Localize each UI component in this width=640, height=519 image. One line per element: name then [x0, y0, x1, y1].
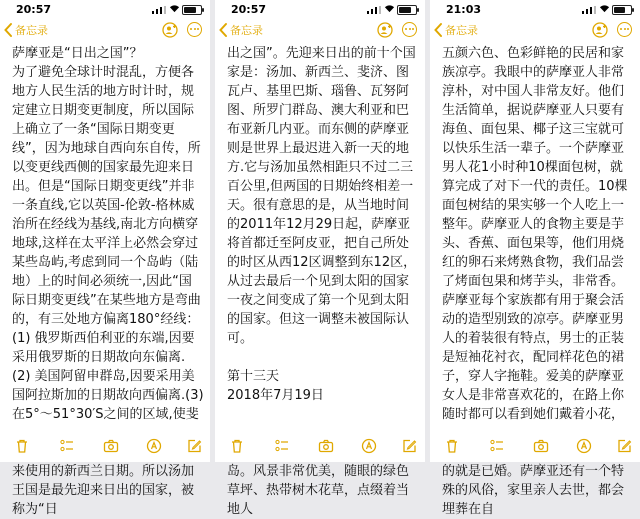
- status-time: 20:57: [16, 3, 52, 16]
- compose-icon[interactable]: [401, 438, 417, 454]
- notes-screen-1: [0, 0, 210, 517]
- wifi-icon: [384, 4, 395, 13]
- back-label: 备忘录: [230, 24, 263, 37]
- trash-icon[interactable]: [229, 438, 245, 454]
- more-icon[interactable]: [402, 22, 417, 37]
- add-person-icon[interactable]: [162, 22, 178, 38]
- wifi-icon: [169, 4, 180, 13]
- signal-icon: [367, 6, 381, 14]
- note-body[interactable]: 五颜六色、色彩鲜艳的民居和家族凉亭。我眼中的萨摩亚人非常淳朴，对中国人非常友好。他们生活简单，据说萨摩亚人只要有海鱼、面包果、椰子这三宝就可以快乐生活一辈子。一个萨摩亚男人花1小时种10棵面包树，就算完成了对下一代的责任。10棵面包树结的果实够一个人吃上一整年。萨摩亚人的食物主要是芋头、香蕉、面包果等，他们用烧红的卵石来烤熟食物，我们品尝了烤面包果和烤芋头，非常香。萨摩亚每个家族都有用于聚会活动的造型别致的凉亭。萨摩亚男人的着装很有特点，男士的正装是短袖花衬衣，配同样花色的裙子，穿人字拖鞋。爱美的萨摩亚女人是非常喜欢花的，在路上你随时都可以看到她们戴着小花， 的就是已婚。萨摩亚还有一个特殊的风俗，家里亲人去世，都会埋葬在自: [442, 46, 628, 517]
- back-button[interactable]: [219, 21, 263, 39]
- camera-icon[interactable]: [103, 438, 119, 454]
- status-bar: [0, 0, 210, 18]
- trash-icon[interactable]: [14, 438, 30, 454]
- more-icon[interactable]: [617, 22, 632, 37]
- chevron-left-icon: [434, 23, 443, 37]
- chevron-left-icon: [4, 23, 13, 37]
- back-button[interactable]: [4, 21, 48, 39]
- status-bar: [430, 0, 640, 18]
- battery-icon: [182, 5, 202, 15]
- back-label: 备忘录: [445, 24, 478, 37]
- markup-icon[interactable]: [361, 438, 377, 454]
- bottom-toolbar: [430, 424, 640, 462]
- add-person-icon[interactable]: [592, 22, 608, 38]
- bottom-toolbar: [215, 424, 425, 462]
- battery-icon: [397, 5, 417, 15]
- status-bar: [215, 0, 425, 18]
- more-icon[interactable]: [187, 22, 202, 37]
- notes-screen-2: [215, 0, 425, 517]
- compose-icon[interactable]: [616, 438, 632, 454]
- compose-icon[interactable]: [186, 438, 202, 454]
- signal-icon: [152, 6, 166, 14]
- back-button[interactable]: [434, 21, 478, 39]
- note-body[interactable]: 出之国”。先迎来日出的前十个国家是：汤加、新西兰、斐济、图瓦卢、基里巴斯、瑙鲁、瓦努阿图、所罗门群岛、澳大利亚和巴布亚新几内亚。而东侧的萨摩亚则是世界上最迟进入新一天的地方.它与汤加虽然相距只不过二三百公里,但两国的日期始终相差一天。很有意思的是，从当地时间的2011年12月29日起，萨摩亚将首都迁至阿皮亚，把自己所处的时区从西12区调整到东12区，从过去最后一个见到太阳的国家一夜之间变成了第一个见到太阳的国家。但这一调整未被国际认可。 第十三天 2018年7月19日 岛。风景非常优美，随眼的绿色草坪、热带树木花草，点缀着当地人: [227, 46, 417, 517]
- markup-icon[interactable]: [146, 438, 162, 454]
- bottom-toolbar: [0, 424, 210, 462]
- back-label: 备忘录: [15, 24, 48, 37]
- chevron-left-icon: [219, 23, 228, 37]
- nav-bar: [0, 19, 210, 41]
- status-time: 21:03: [446, 3, 482, 16]
- checklist-icon[interactable]: [59, 438, 75, 454]
- battery-icon: [612, 5, 632, 15]
- checklist-icon[interactable]: [274, 438, 290, 454]
- add-person-icon[interactable]: [377, 22, 393, 38]
- nav-bar: [430, 19, 640, 41]
- trash-icon[interactable]: [444, 438, 460, 454]
- camera-icon[interactable]: [318, 438, 334, 454]
- note-body[interactable]: 萨摩亚是“日出之国”？ 为了避免全球计时混乱，方便各地方人民生活的地方时计时，规定建立日期变更制度，所以国际上确立了一条“国际日期变更线”，因为地球自西向东自传，所以变更线西侧的国家最先迎来日出。但是“国际日期变更线”并非一条直线,它以英国-伦敦-格林威治所在经线为基线,南北方向横穿地球,这样在太平洋上必然会穿过某些岛屿,考虑到同一个岛屿（陆地）上的时间必须统一,因此“国际日期变更线”在某些地方是弯曲的，有三处地方偏离180°经线：(1) 俄罗斯西伯利亚的东端,因要采用俄罗斯的日期故向东偏离. (2) 美国阿留申群岛,因要采用美国阿拉斯加的日期故向西偏离.(3) 在5°～51°30′S之间的区域,使斐 来使用的新西兰日期。所以汤加王国是最先迎来日出的国家，被称为“日: [12, 46, 204, 517]
- checklist-icon[interactable]: [489, 438, 505, 454]
- signal-icon: [582, 6, 596, 14]
- wifi-icon: [599, 4, 610, 13]
- notes-screen-3: [430, 0, 640, 517]
- camera-icon[interactable]: [533, 438, 549, 454]
- status-time: 20:57: [231, 3, 267, 16]
- nav-bar: [215, 19, 425, 41]
- markup-icon[interactable]: [576, 438, 592, 454]
